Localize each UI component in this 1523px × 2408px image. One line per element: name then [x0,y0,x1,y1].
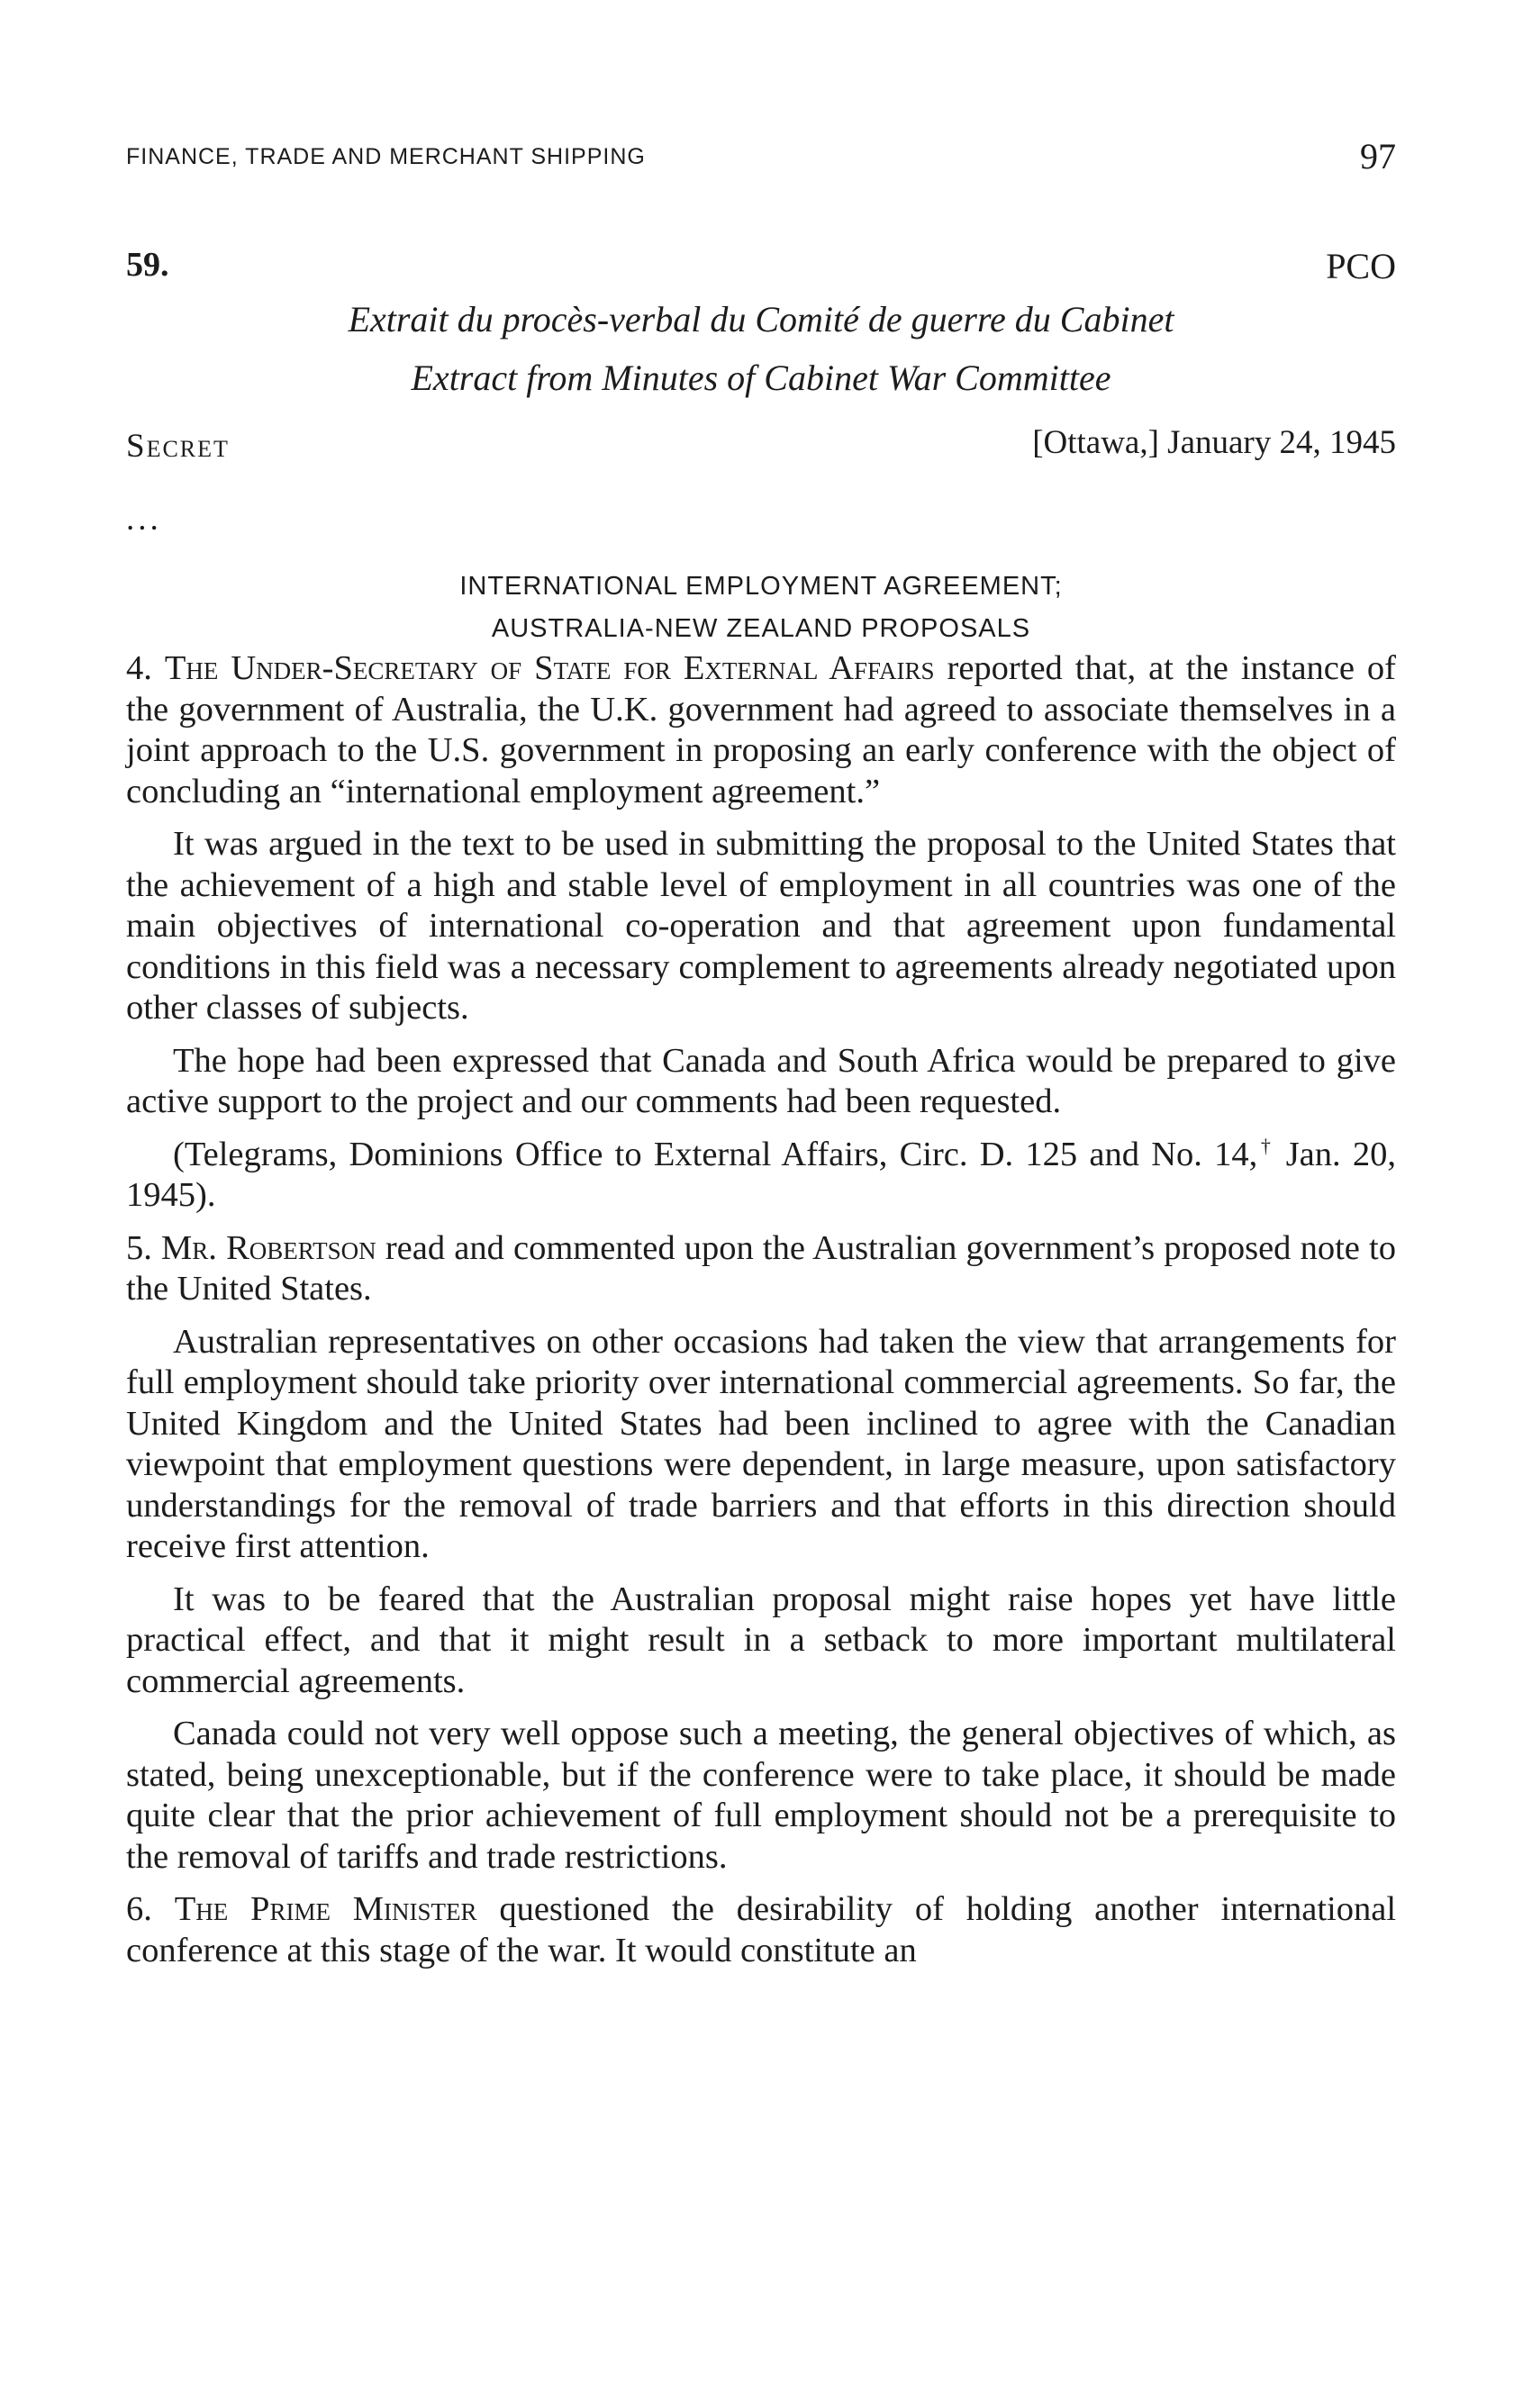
speaker-name: Mr. Robertson [161,1228,376,1267]
section-heading-line-2: AUSTRALIA-NEW ZEALAND PROPOSALS [491,614,1031,643]
paragraph: It was argued in the text to be used in submitting the proposal to the United States that the achievement of a high and stable level of employment in all countries was one of the main objectives of international co-operation and that agreement upon fundamental conditions in this field was a necessary complement to agreements already negotiated upon other classes of subjects. [126,825,1396,1027]
title-english: Extract from Minutes of Cabinet War Committee [411,358,1111,398]
telegram-citation: (Telegrams, Dominions Office to External Affairs, Circ. D. 125 and No. 14,† Jan. 20, 1945). [126,1134,1396,1214]
paragraph: It was to be feared that the Australian proposal might raise hopes yet have little practical effect, and that it might result in a setback to more important multilateral commercial agreements. [126,1580,1396,1700]
place-date: [Ottawa,] January 24, 1945 [1032,424,1396,461]
paragraph-number: 4. [126,649,152,687]
speaker-name: The Under-Secretary of State for External Affairs [164,649,935,687]
section-heading [126,566,1396,650]
document-meta [126,423,1396,473]
page-number: 97 [1360,136,1396,177]
paragraph: The hope had been expressed that Canada and South Africa would be prepared to give active support to the project and our comments had been requested. [126,1041,1396,1120]
paragraph-text: reported that, at the instance of the government of Australia, the U.K. government had agreed to associate themselves in a joint approach to the U.S. government in proposing an early conference with the object of concluding an “international employment agreement.” [126,649,1397,810]
document-source: PCO [1326,246,1396,286]
paragraph-number: 5. [126,1228,152,1267]
running-title: FINANCE, TRADE AND MERCHANT SHIPPING [126,144,646,169]
running-header [126,135,1396,180]
classification-label: Secret [126,428,230,465]
paragraph: Australian representatives on other occasions had taken the view that arrangements for full employment should take priority over international commercial agreements. So far, the United Kingdom and the United States had been inclined to agree with the Canadian viewpoint that employment questions were dependent, in large measure, upon satisfactory understandings for the removal of trade barriers and that efforts in this direction should receive first attention. [126,1322,1396,1565]
paragraph: Canada could not very well oppose such a meeting, the general objectives of which, as stated, being unexceptionable, but if the conference were to take place, it should be made quite clear that the prior achievement of full employment should not be a prerequisite to the removal of tariffs and trade restrictions. [126,1715,1396,1876]
footnote-dagger: † [1257,1134,1274,1157]
paragraph-number: 6. [126,1890,152,1928]
paragraph-text: questioned the desirability of holding another international conference at this stage of the war. It would constitute an [126,1890,1397,1969]
omission-ellipsis: ... [126,501,162,538]
paragraph-4 [126,648,1396,812]
paragraph-6 [126,1889,1396,1971]
section-heading-line-1: INTERNATIONAL EMPLOYMENT AGREEMENT; [459,572,1063,601]
document-page [126,0,1396,2408]
speaker-name: The Prime Minister [174,1890,477,1928]
title-french: Extrait du procès-verbal du Comité de guerre du Cabinet [348,299,1174,339]
paragraph-text: read and commented upon the Australian government’s proposed note to the United States. [126,1228,1396,1308]
paragraph-5 [126,1228,1396,1310]
document-titles [126,290,1396,407]
document-number: 59. [126,246,169,284]
minutes-body [126,648,1396,1971]
